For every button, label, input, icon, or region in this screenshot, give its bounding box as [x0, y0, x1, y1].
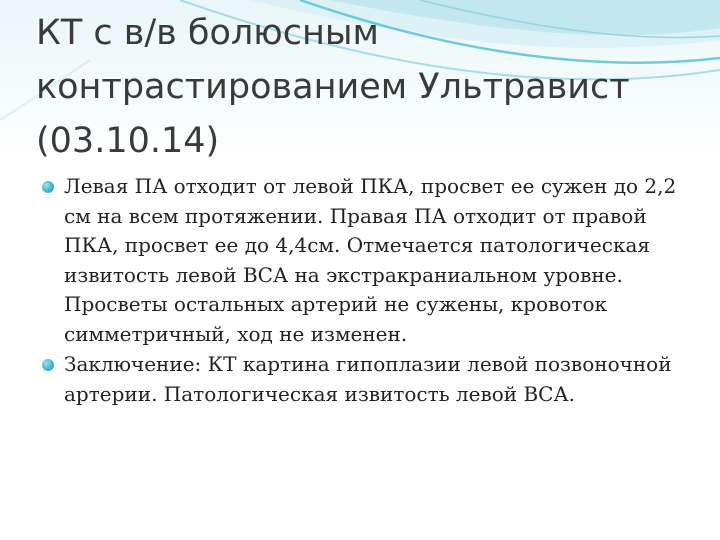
- round-bullet-icon: [42, 359, 54, 371]
- bullet-list: [40, 172, 690, 410]
- slide-title: КТ с в/в болюсным контрастированием Ультравист (03.10.14): [36, 13, 630, 161]
- bullet-item: [40, 350, 690, 409]
- bullet-item: [40, 172, 690, 349]
- round-bullet-icon: [42, 181, 54, 193]
- bullet-text: Заключение: КТ картина гипоплазии левой позвоночной артерии. Патологическая извитость левой ВСА.: [64, 352, 672, 406]
- bullet-text: Левая ПА отходит от левой ПКА, просвет ее сужен до 2,2 см на всем протяжении. Правая ПА отходит от правой ПКА, просвет ее до 4,4см. Отмечается патологическая извитость левой ВСА на экстракраниальном уровне. Просветы остальных артерий не сужены, кровоток симметричный, ход не изменен.: [64, 174, 677, 346]
